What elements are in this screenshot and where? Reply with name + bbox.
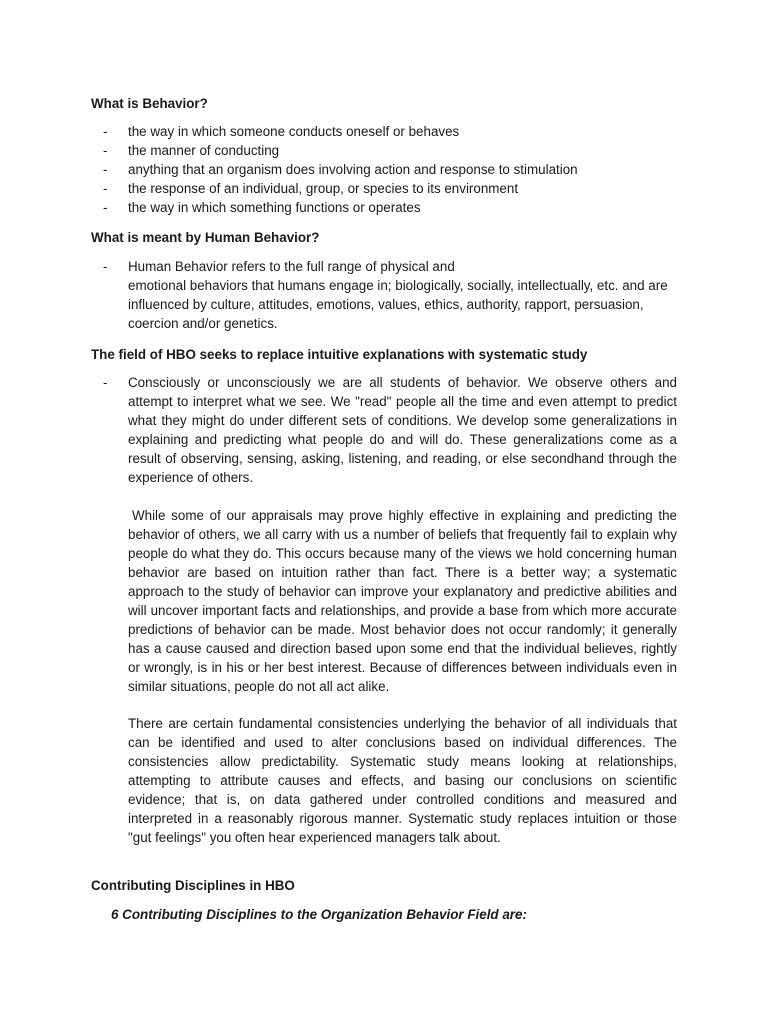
list-dash: - <box>103 375 108 390</box>
list-item: - the manner of conducting <box>103 143 280 158</box>
hbo-paragraph-2: While some of our appraisals may prove highly effective in explaining and predicting the behavior of others, we all carry with us a number of beliefs that frequently fail to explain why people do what they do. This occurs because many of the views we hold concerning human behavior are based on intuition rather than fact. There is a better way; a systematic approach to the study of behavior can improve your explanatory and predictive abilities and will uncover important facts and relationships, and provide a base from which more accurate predictions of behavior can be made. Most behavior does not occur randomly; it generally has a cause caused and direction based upon some end that the individual believes, rightly or wrongly, is in his or her best interest. Because of differences between individuals even in similar situations, people do not all act alike. <box>128 508 677 694</box>
list-item: - the way in which something functions or operates <box>103 200 421 215</box>
hbo-paragraph-3: There are certain fundamental consistencies underlying the behavior of all individuals that can be identified and used to alter conclusions based on individual differences. The consistencies allow predictability. Systematic study means looking at relationships, attempting to attribute causes and effects, and basing our conclusions on scientific evidence; that is, on data gathered under controlled conditions and measured and interpreted in a reasonably rigorous manner. Systematic study replaces intuition or those "gut feelings" you often hear experienced managers talk about. <box>128 716 677 845</box>
list-item: - the way in which someone conducts oneself or behaves <box>103 124 460 139</box>
heading-hbo-systematic-study: The field of HBO seeks to replace intuitive explanations with systematic study <box>91 347 588 362</box>
human-behavior-definition-rest: emotional behaviors that humans engage in; biologically, socially, intellectually, etc. and are influenced by culture, attitudes, emotions, values, ethics, authority, rapport, persuasion, coercion and/or genetics. <box>128 278 668 331</box>
hbo-paragraph-1: Consciously or unconsciously we are all students of behavior. We observe others and attempt to interpret what we see. We "read" people all the time and even attempt to predict what they might do under different sets of conditions. We develop some generalizations in explaining and predicting what people do and will do. These generalizations come as a result of observing, sensing, asking, listening, and reading, or else secondhand through the experience of others. <box>128 375 677 485</box>
subheading-six-disciplines: 6 Contributing Disciplines to the Organization Behavior Field are: <box>111 907 527 922</box>
heading-human-behavior: What is meant by Human Behavior? <box>91 230 320 245</box>
heading-what-is-behavior: What is Behavior? <box>91 96 208 111</box>
list-item: - anything that an organism does involving action and response to stimulation <box>103 162 578 177</box>
behavior-definition-list <box>103 122 678 217</box>
heading-contributing-disciplines: Contributing Disciplines in HBO <box>91 878 295 893</box>
human-behavior-definition-line1: Human Behavior refers to the full range of physical and <box>128 259 455 274</box>
list-item: - the response of an individual, group, or species to its environment <box>103 181 519 196</box>
list-dash: - <box>103 259 108 274</box>
